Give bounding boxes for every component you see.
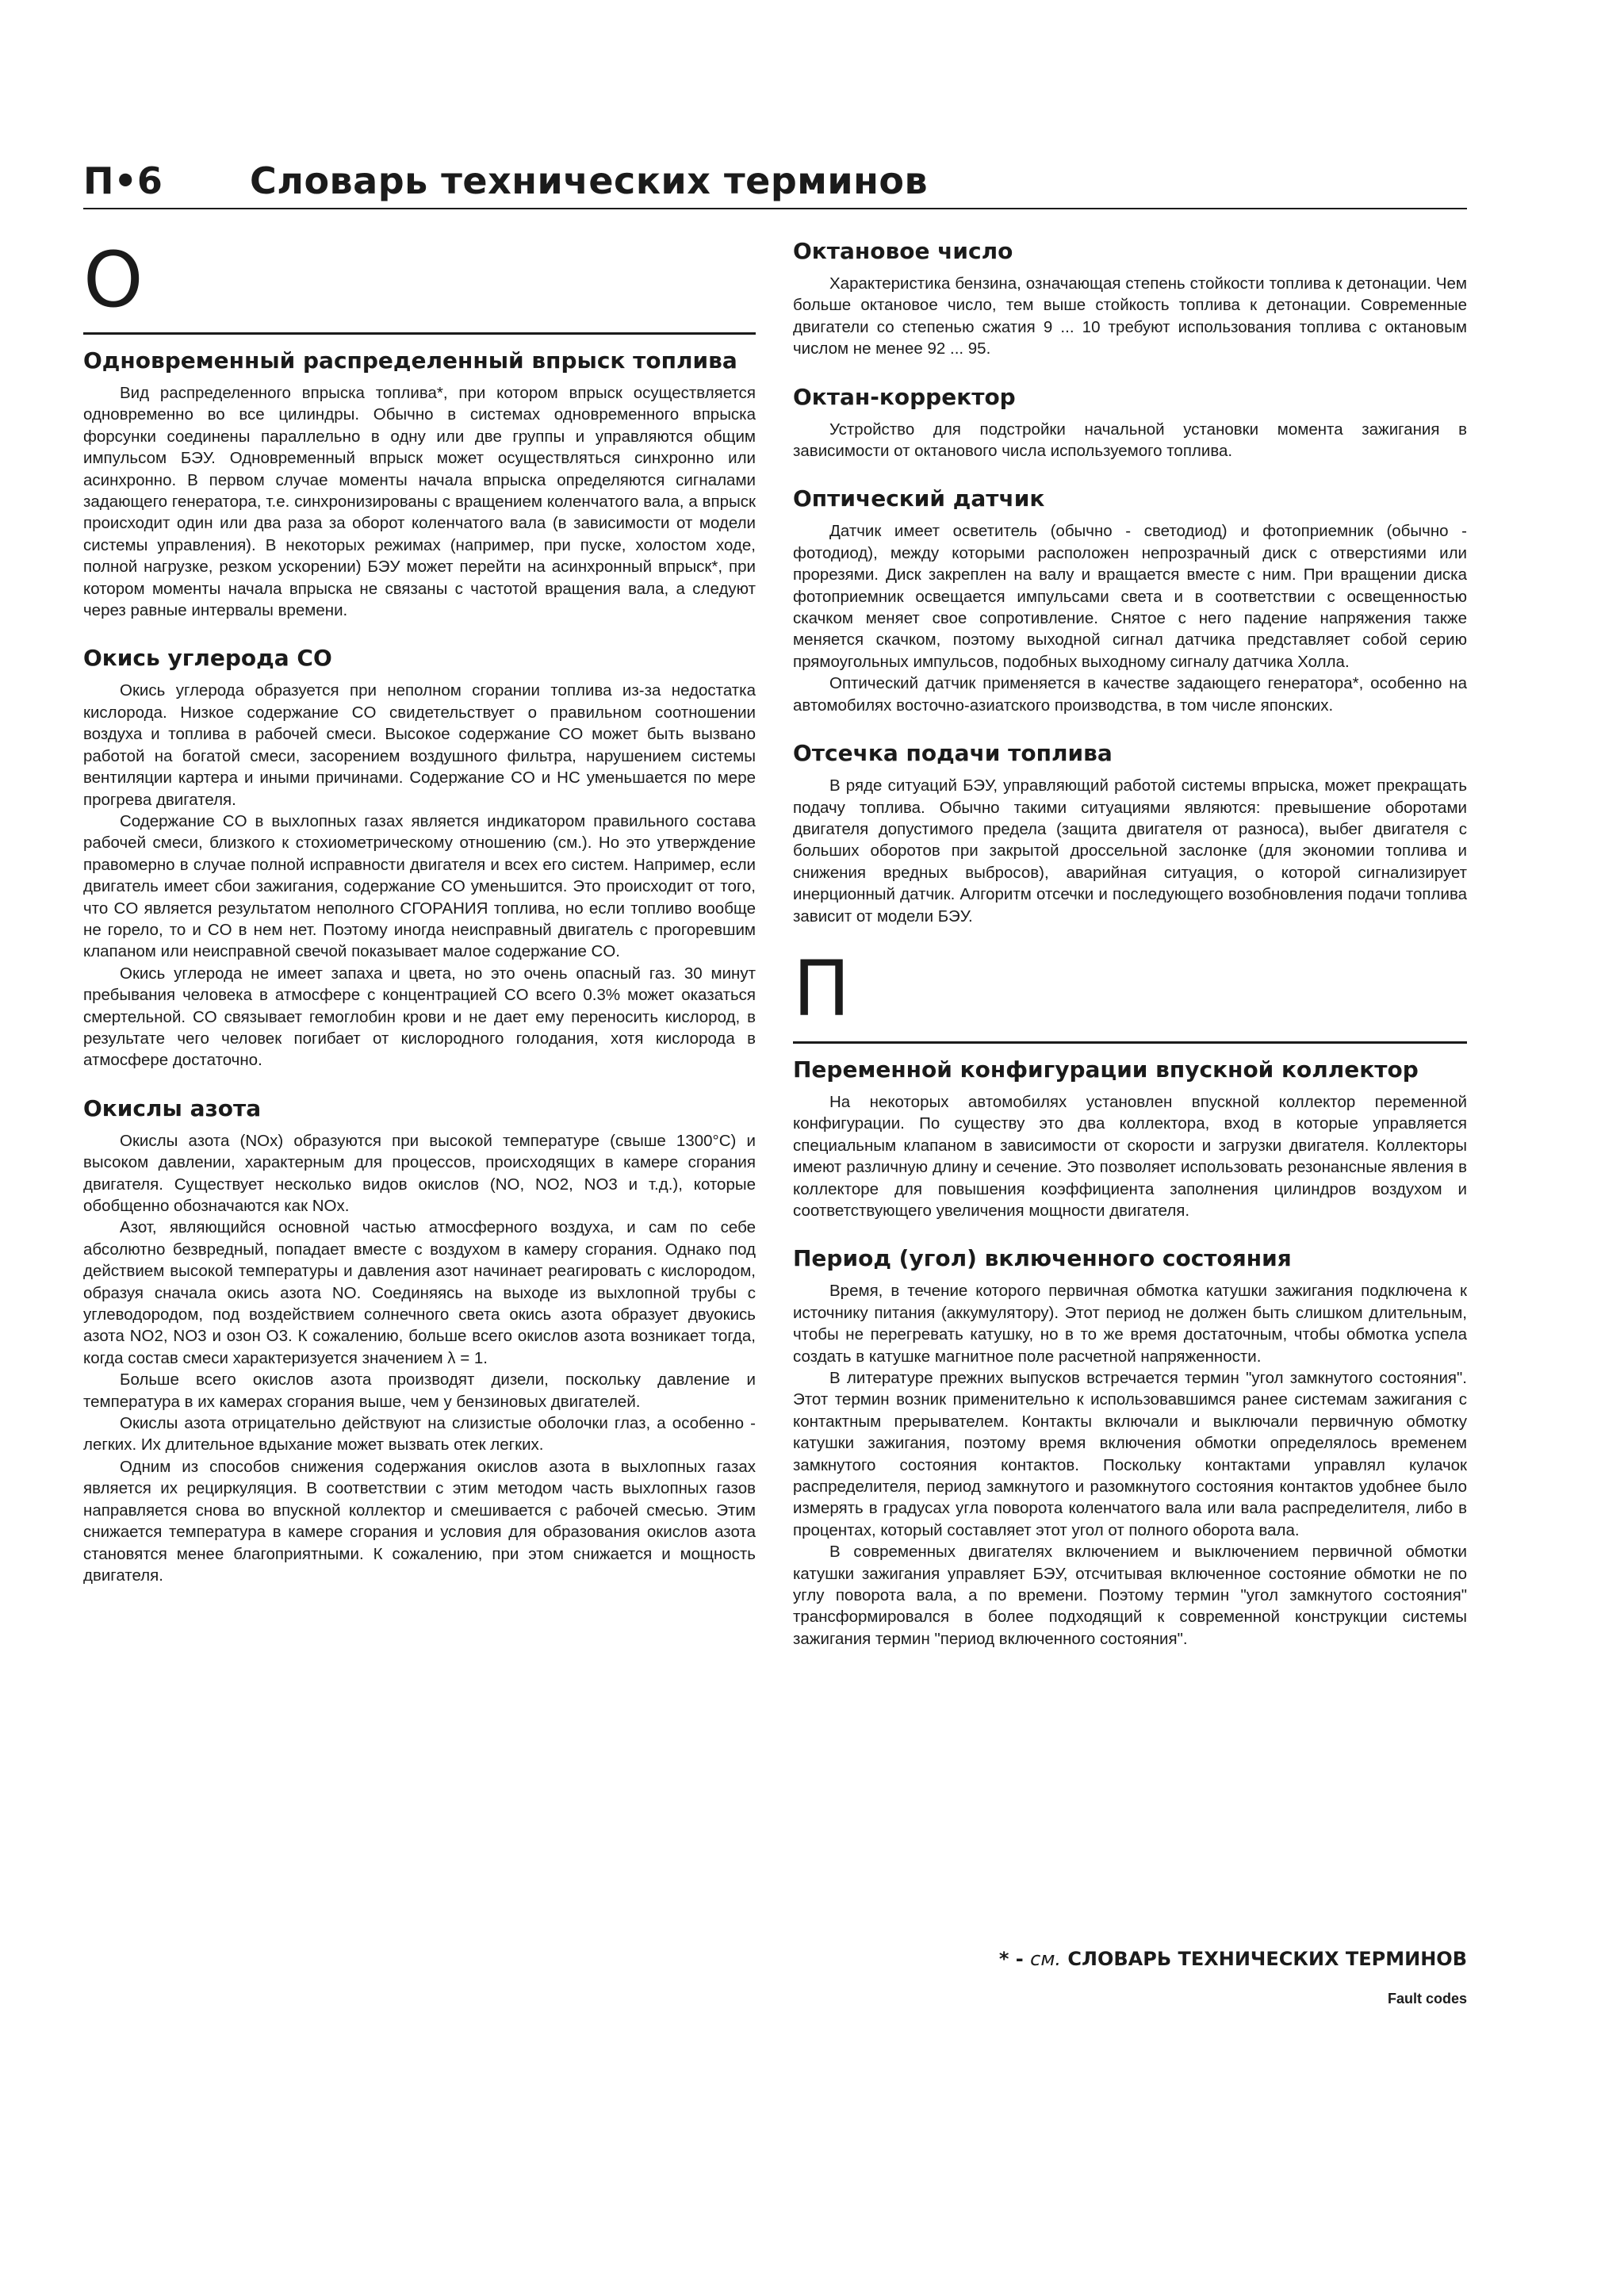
paragraph: Время, в течение которого первичная обмотка катушки зажигания подключена к источнику питания (аккумулятору). Этот период не должен быть слишком длительным, чтобы не перегревать катушку, но в то же время достаточным, чтобы обмотка успела создать в катушке магнитное поле расчетной напряженности.	[793, 1282, 1467, 1366]
term-heading: Оптический датчик	[793, 485, 1045, 512]
page-number: П•6	[83, 159, 163, 202]
term-heading: Окись углерода CO	[83, 645, 332, 672]
entry-nitrogen-oxides	[83, 1095, 756, 1587]
term-heading: Переменной конфигурации впускной коллектор	[793, 1056, 1419, 1083]
section-letter-p: П	[793, 944, 851, 1033]
page-title: Словарь технических терминов	[250, 159, 929, 202]
term-heading: Октановое число	[793, 238, 1013, 264]
footnote-star: * -	[998, 1948, 1024, 1970]
entry-carbon-monoxide	[83, 645, 756, 1071]
entry-dwell-period	[793, 1245, 1467, 1650]
paragraph: Окись углерода не имеет запаха и цвета, но это очень опасный газ. 30 минут пребывания человека в атмосфере с концентрацией CO всего 0.3% может оказаться смертельной. CO связывает гемоглобин крови и не дает ему переносить кислород, в результате чего человек погибает от кислородного голодания, хотя кислорода в атмосфере достаточно.	[83, 964, 756, 1070]
entry-octane-corrector	[793, 384, 1467, 462]
entry-variable-intake-manifold	[793, 1056, 1467, 1221]
paragraph: Оптический датчик применяется в качестве задающего генератора*, особенно на автомобилях восточно-азиатского производства, в том числе японских.	[793, 674, 1467, 715]
section-letter-o: О	[83, 236, 144, 324]
left-column	[83, 234, 756, 1610]
term-heading: Одновременный распределенный впрыск топлива	[83, 347, 737, 374]
term-heading: Отсечка подачи топлива	[793, 740, 1113, 767]
page-header	[83, 157, 1467, 214]
footnote-text: СЛОВАРЬ ТЕХНИЧЕСКИХ ТЕРМИНОВ	[1067, 1948, 1467, 1970]
entry-optical-sensor	[793, 485, 1467, 716]
paragraph: Устройство для подстройки начальной установки момента зажигания в зависимости от октанового числа используемого топлива.	[793, 420, 1467, 461]
paragraph: Характеристика бензина, означающая степень стойкости топлива к детонации. Чем больше октановое число, тем выше стойкость топлива к детонации. Современные двигатели со степенью сжатия 9 ... 10 требуют использования топлива с октановым числом не менее 92 ... 95.	[793, 274, 1467, 358]
term-heading: Октан-корректор	[793, 383, 1016, 410]
paragraph: Окислы азота отрицательно действуют на слизистые оболочки глаз, а особенно - легких. Их длительное вдыхание может вызвать отек легких.	[83, 1414, 756, 1455]
term-heading: Период (угол) включенного состояния	[793, 1245, 1292, 1272]
entry-simultaneous-injection	[83, 347, 756, 621]
entry-fuel-cutoff	[793, 740, 1467, 927]
term-heading: Окислы азота	[83, 1094, 262, 1121]
section-rule-p	[793, 1041, 1467, 1044]
header-rule	[83, 208, 1467, 209]
paragraph: Больше всего окислов азота производят дизели, поскольку давление и температура в их камерах сгорания выше, чем у бензиновых двигателей.	[83, 1370, 756, 1411]
paragraph: В современных двигателях включением и выключением первичной обмотки катушки зажигания управляет БЭУ, отсчитывая включенное состояние обмотки не по углу поворота вала, а по времени. Поэтому термин "угол замкнутого состояния" трансформировался в более подходящий к современной конструкции системы зажигания термин "период включенного состояния".	[793, 1543, 1467, 1648]
paragraph: Окислы азота (NOx) образуются при высокой температуре (свыше 1300°С) и высоком давлении, характерным для процессов, происходящих в камере сгорания двигателя. Существует несколько видов окислов (NO, NO2, NO3 и т.д.), которые обобщенно обозначаются как NOx.	[83, 1131, 756, 1215]
paragraph: В ряде ситуаций БЭУ, управляющий работой системы впрыска, может прекращать подачу топлива. Обычно такими ситуациями являются: превышение оборотами двигателя допустимого предела (защита двигателя от разноса), выбег двигателя с больших оборотов при закрытой дроссельной заслонке (для экономии топлива и снижения вредных выбросов), аварийная ситуация, о которой сигнализирует инерционный датчик. Алгоритм отсечки и последующего возобновления подачи топлива зависит от модели БЭУ.	[793, 776, 1467, 926]
footnote	[975, 1948, 1467, 1970]
paragraph: Одним из способов снижения содержания окислов азота в выхлопных газах является их рециркуляция. В соответствии с этим методом часть выхлопных газов направляется снова во впускной коллектор и смешивается с рабочей смесью. Этим снижается температура в камере сгорания и условия для образования окислов азота становятся менее благоприятными. К сожалению, при этом снижается и мощность двигателя.	[83, 1457, 756, 1585]
footnote-see: см.	[1030, 1948, 1062, 1970]
right-column	[793, 238, 1467, 1673]
paragraph: Окись углерода образуется при неполном сгорании топлива из-за недостатка кислорода. Низкое содержание CO свидетельствует о правильном соотношении воздуха и топлива в рабочей смеси. Высокое содержание CO может быть вызвано работой на богатой смеси, засорением воздушного фильтра, нарушением системы вентиляции картера и иными причинами. Содержание CO и HC уменьшается по мере прогрева двигателя.	[83, 681, 756, 809]
paragraph: Датчик имеет осветитель (обычно - светодиод) и фотоприемник (обычно - фотодиод), между которыми расположен непрозрачный диск с отверстиями или прорезями. Диск закреплен на валу и вращается вместе с ним. При вращении диска фотоприемник освещается импульсами света и в соответствии с освещенностью скачком меняет свое сопротивление. Снятое с него падение напряжения также меняется скачком, поэтому выходной сигнал датчика представляет собой серию прямоугольных импульсов, подобных выходному сигналу датчика Холла.	[793, 522, 1467, 671]
section-rule-o	[83, 332, 756, 335]
paragraph: В литературе прежних выпусков встречается термин "угол замкнутого состояния". Этот термин возник применительно к использовавшимся ранее системам зажигания с контактным прерывателем. Контакты включали и выключали первичную обмотку катушки зажигания, поэтому время включения обмотки определялось временем замкнутого состояния контактов. Поскольку контактами управлял кулачок распределителя, период замкнутого и разомкнутого состояния контактов удобнее было измерять в градусах угла поворота коленчатого вала или вала распределителя, либо в процентах, который составляет этот угол от полного оборота вала.	[793, 1369, 1467, 1539]
fault-codes-label: Fault codes	[1387, 1991, 1467, 2007]
entry-octane-number	[793, 238, 1467, 360]
paragraph: На некоторых автомобилях установлен впускной коллектор переменной конфигурации. По существу это два коллектора, вход в которые управляется специальным клапаном в зависимости от скорости и загрузки двигателя. Коллекторы имеют различную длину и сечение. Это позволяет использовать резонансные явления в коллекторе для повышения коэффициента заполнения цилиндров воздухом и соответствующего увеличения мощности двигателя.	[793, 1092, 1467, 1220]
paragraph: Вид распределенного впрыска топлива*, при котором впрыск осуществляется одновременно во все цилиндры. Обычно в системах одновременного впрыска форсунки соединены параллельно в одну или две группы и управляются общим импульсом БЭУ. Одновременный впрыск может осуществляться синхронно или асинхронно. В первом случае моменты начала впрыска определяются сигналами задающего генератора, т.е. синхронизированы с вращением коленчатого вала, а впрыск происходит один или два раза за оборот коленчатого вала (в зависимости от модели системы управления). В некоторых режимах (например, при пуске, холостом ходе, полной нагрузке, резком ускорении) БЭУ может перейти на асинхронный впрыск*, при котором моменты начала впрыска не связаны с частотой вращения вала, а следуют через равные интервалы времени.	[83, 384, 756, 620]
paragraph: Содержание CO в выхлопных газах является индикатором правильного состава рабочей смеси, близкого к стохиометрическому отношению (см.). Но это утверждение правомерно в случае полной исправности двигателя и всех его систем. Например, если двигатель имеет сбои зажигания, содержание CO уменьшится. Это происходит от того, что CO является результатом неполного СГОРАНИЯ топлива, но если топливо вообще не горело, то и CO в нем нет. Поэтому иногда неисправный двигатель с прогоревшим клапаном или неисправной свечой показывает малое содержание CO.	[83, 811, 756, 961]
paragraph: Азот, являющийся основной частью атмосферного воздуха, и сам по себе абсолютно безвредный, попадает вместе с воздухом в камеру сгорания. Однако под действием высокой температуры и давления азот начинает реагировать с кислородом, образуя сначала окись азота NO. Соединяясь на выходе из выхлопной трубы с углеводородом, под воздействием солнечного света окись азота образует двуокись азота NO2, NO3 и озон O3. К сожалению, больше всего окислов азота возникает тогда, когда состав смеси характеризуется значением λ = 1.	[83, 1218, 756, 1367]
